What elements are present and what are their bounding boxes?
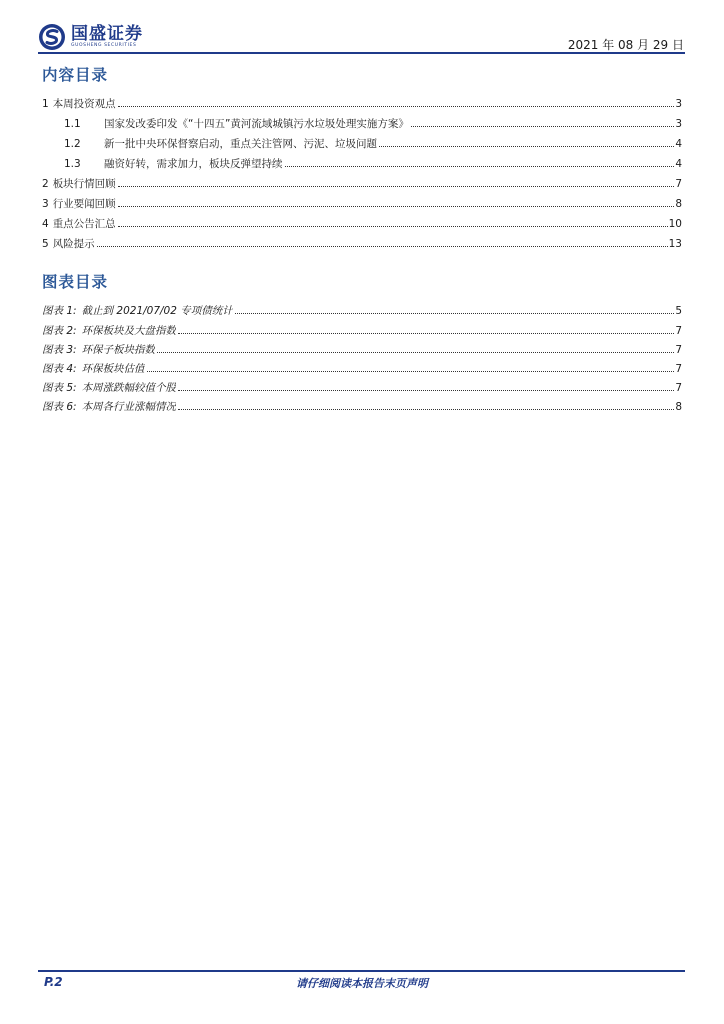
toc-item-title: 本周投资观点: [52, 98, 116, 110]
figure-item[interactable]: [42, 399, 682, 415]
figure-leader-dots: [178, 390, 674, 391]
figure-leader-dots: [235, 313, 675, 314]
figure-leader-dots: [178, 333, 674, 334]
toc-leader-dots: [118, 206, 675, 207]
toc-item-title: 风险提示: [52, 238, 95, 250]
toc-item-page: 4: [675, 138, 682, 150]
page-header: [38, 22, 684, 56]
figure-item-title: 环保板块及大盘指数: [81, 325, 177, 337]
toc-item[interactable]: [64, 156, 682, 172]
figure-item-label: 图表 5:: [42, 382, 77, 394]
toc-leader-dots: [118, 186, 675, 187]
report-date: 2021 年 08 月 29 日: [567, 38, 684, 52]
toc-item-page: 3: [675, 98, 682, 110]
toc-leader-dots: [118, 226, 668, 227]
toc-item-title: 新一批中央环保督察启动，重点关注管网、污泥、垃圾问题: [104, 138, 377, 150]
disclaimer-note: 请仔细阅读本报告末页声明: [296, 977, 428, 990]
toc-item-title: 行业要闻回顾: [52, 198, 116, 210]
toc-item-number: 1: [42, 98, 49, 110]
toc-item-number: 1.2: [64, 138, 81, 150]
header-divider: [38, 52, 685, 54]
figure-item-title: 截止到 2021/07/02 专项债统计: [81, 305, 233, 317]
figure-leader-dots: [178, 409, 674, 410]
footer-divider: [38, 970, 685, 972]
logo-english-name: GUOSHENG SECURITIES: [71, 43, 137, 48]
toc-item-page: 4: [675, 158, 682, 170]
toc-item-number: 5: [42, 238, 49, 250]
logo-chinese-name: 国盛证券: [71, 24, 143, 44]
guosheng-logo-icon: [38, 23, 66, 51]
toc-item-number: 1.1: [64, 118, 81, 130]
toc-item-number: 4: [42, 218, 49, 230]
toc-item-title: 板块行情回顾: [52, 178, 116, 190]
toc-item-number: 2: [42, 178, 49, 190]
figure-item-label: 图表 6:: [42, 401, 77, 413]
figure-item[interactable]: [42, 303, 682, 319]
figure-leader-dots: [147, 371, 675, 372]
toc-item-number: 1.3: [64, 158, 81, 170]
figure-item[interactable]: [42, 323, 682, 339]
toc-item-page: 8: [675, 198, 682, 210]
toc-item-page: 13: [668, 238, 682, 250]
figure-item-page: 5: [675, 305, 682, 317]
figure-item-title: 环保板块估值: [81, 363, 145, 375]
figure-item-label: 图表 1:: [42, 305, 77, 317]
toc-item-number: 3: [42, 198, 49, 210]
toc-leader-dots: [285, 166, 675, 167]
figure-item-title: 环保子板块指数: [81, 344, 156, 356]
figure-item-page: 8: [675, 401, 682, 413]
toc-item-page: 3: [675, 118, 682, 130]
figure-item[interactable]: [42, 342, 682, 358]
figure-item[interactable]: [42, 361, 682, 377]
figure-item-label: 图表 4:: [42, 363, 77, 375]
toc-item-title: 融资好转，需求加力，板块反弹望持续: [104, 158, 283, 170]
toc-title: 内容目录: [42, 66, 109, 84]
figure-item-page: 7: [675, 344, 682, 356]
toc-item[interactable]: [42, 216, 682, 232]
figure-item-label: 图表 3:: [42, 344, 77, 356]
toc-item[interactable]: [42, 176, 682, 192]
toc-item-title: 重点公告汇总: [52, 218, 116, 230]
toc-item[interactable]: [64, 116, 682, 132]
page-number: P.2: [44, 975, 63, 989]
figure-item-title: 本周涨跌幅较值个股: [81, 382, 177, 394]
toc-item[interactable]: [42, 236, 682, 252]
figure-item[interactable]: [42, 380, 682, 396]
toc-item-title: 国家发改委印发《“十四五”黄河流域城镇污水垃圾处理实施方案》: [104, 118, 409, 130]
toc-item[interactable]: [42, 96, 682, 112]
toc-leader-dots: [379, 146, 674, 147]
figure-item-title: 本周各行业涨幅情况: [81, 401, 177, 413]
figures-title: 图表目录: [42, 273, 109, 291]
figure-leader-dots: [157, 352, 674, 353]
toc-leader-dots: [411, 126, 674, 127]
company-logo: [38, 22, 143, 52]
toc-leader-dots: [97, 246, 668, 247]
toc-item[interactable]: [64, 136, 682, 152]
figure-item-label: 图表 2:: [42, 325, 77, 337]
toc-item-page: 7: [675, 178, 682, 190]
figure-item-page: 7: [675, 363, 682, 375]
figure-item-page: 7: [675, 382, 682, 394]
toc-leader-dots: [118, 106, 675, 107]
toc-item-page: 10: [668, 218, 682, 230]
toc-item[interactable]: [42, 196, 682, 212]
figure-item-page: 7: [675, 325, 682, 337]
